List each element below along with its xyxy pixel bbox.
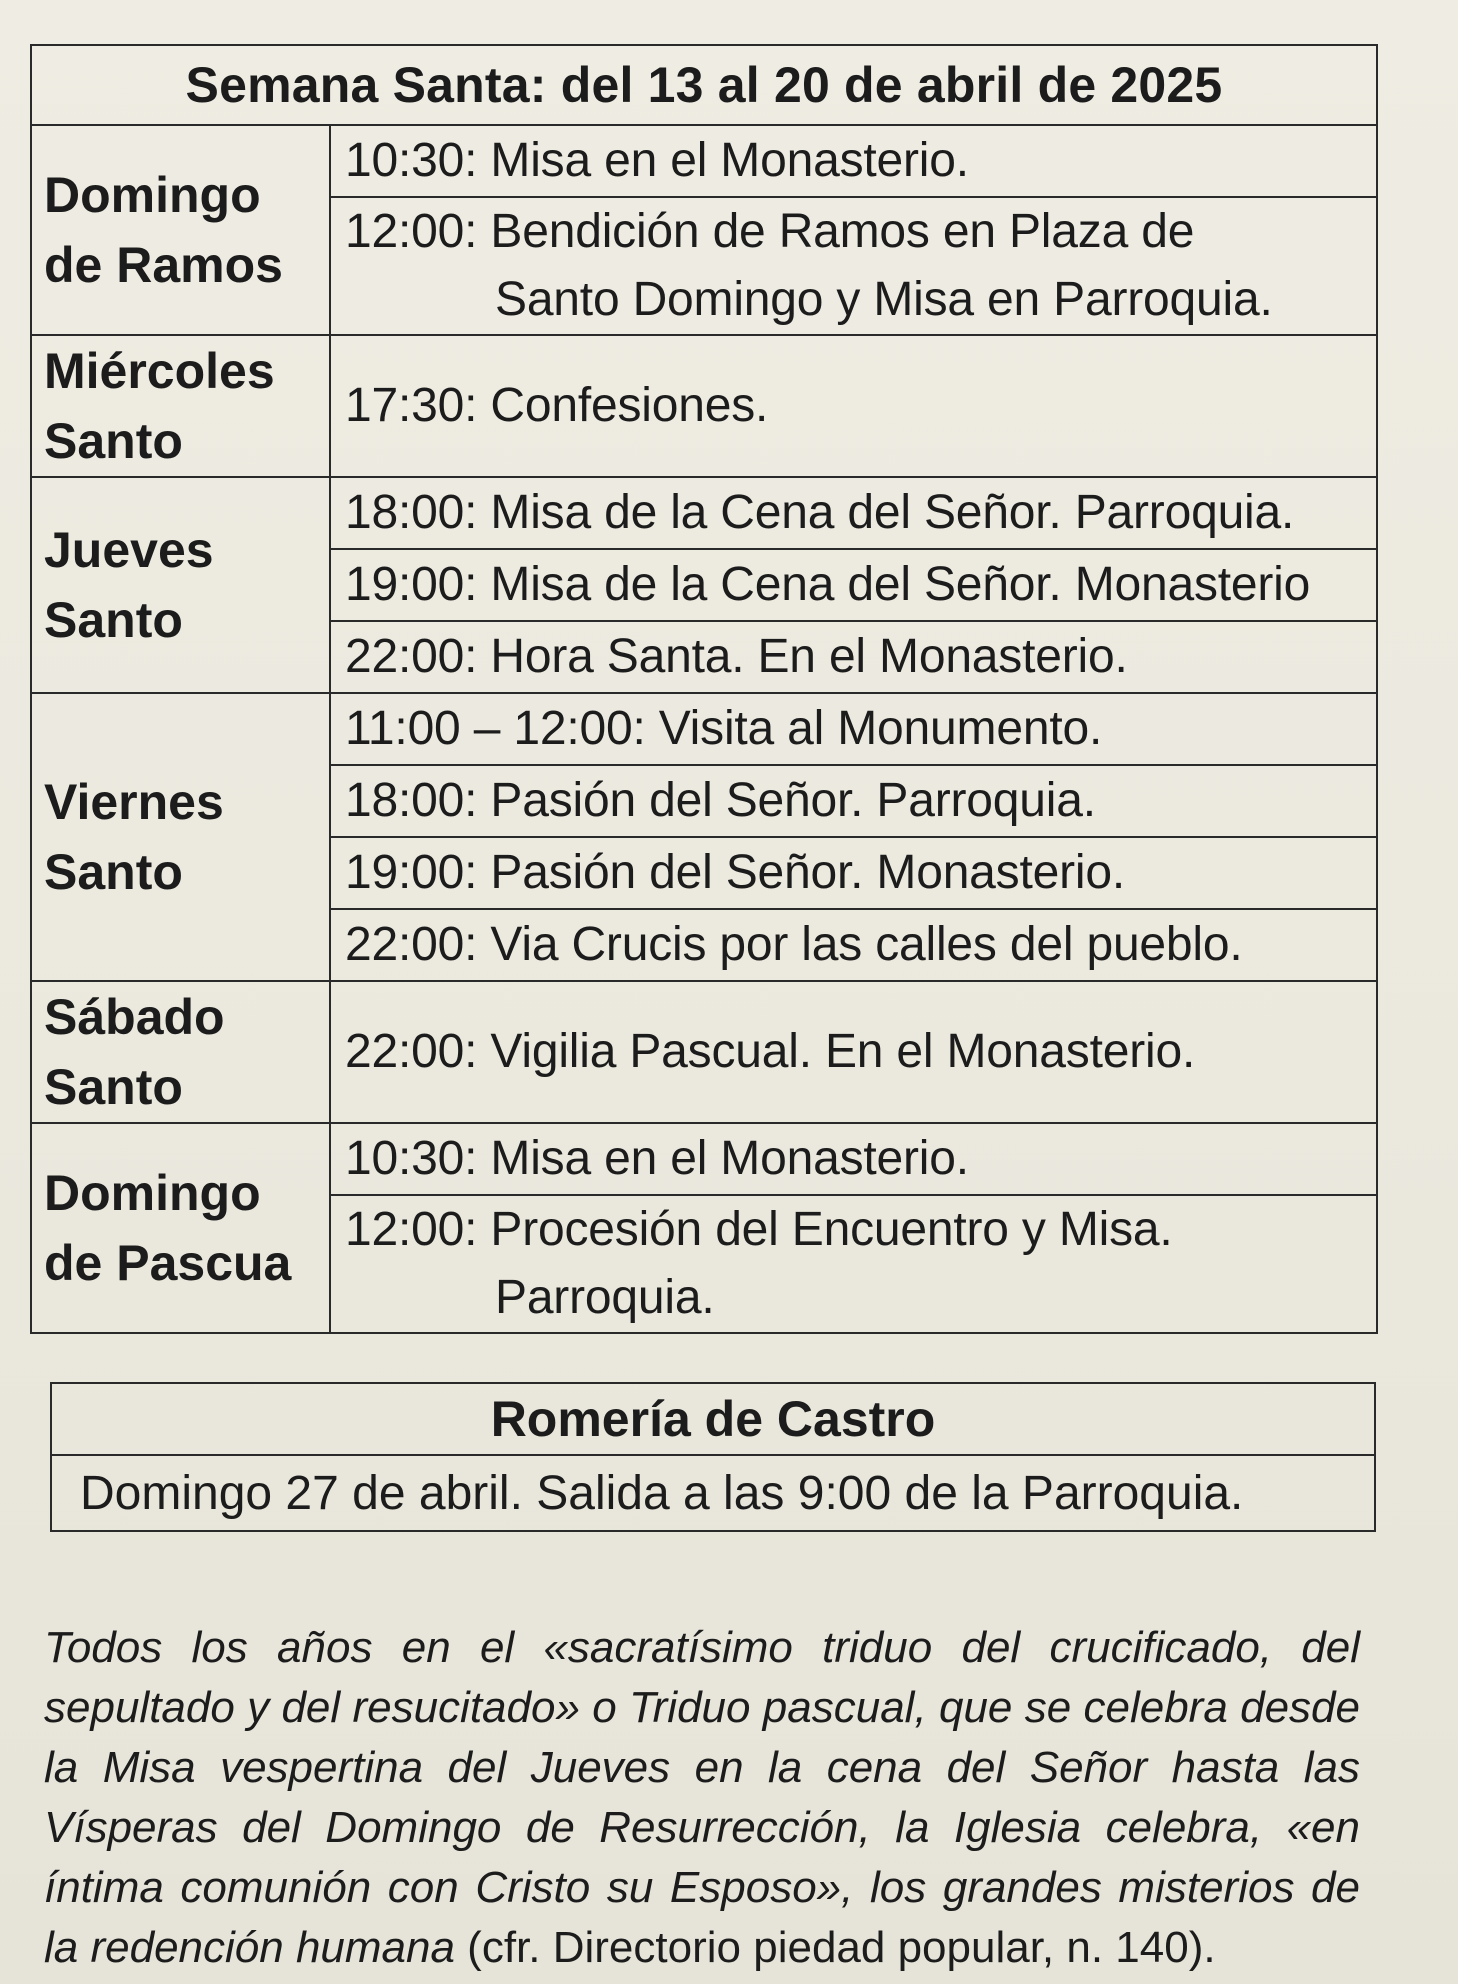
schedule-row	[31, 981, 1377, 1123]
day-name-line2: Santo	[44, 413, 183, 469]
day-name	[31, 981, 330, 1123]
schedule-body	[31, 125, 1377, 1333]
event-cell	[330, 1195, 1377, 1333]
note-italic-text: Todos los años en el «sacratísimo triduo del crucificado, del sepultado y del resucitado» o Triduo pascual, que se celebra desde la Misa vespertina del Jueves en la cena del Señor hasta las Vísperas del Domingo de Resurrección, la Iglesia celebra, «en íntima comunión con Cristo su Esposo», los grandes misterios de la redención humana	[44, 1623, 1360, 1972]
day-name-line1: Miércoles	[44, 343, 275, 399]
event-text: Bendición de Ramos en Plaza de	[490, 205, 1195, 258]
schedule-row	[31, 693, 1377, 765]
event-time: 18:00	[345, 774, 465, 827]
time-separator: :	[464, 558, 491, 611]
event-text: Pasión del Señor. Parroquia.	[490, 774, 1096, 827]
event-text: Pasión del Señor. Monasterio.	[490, 846, 1125, 899]
day-name-line1: Domingo	[44, 167, 261, 223]
event-text: Misa de la Cena del Señor. Parroquia.	[490, 486, 1295, 539]
event-text-continued: Santo Domingo y Misa en Parroquia.	[495, 273, 1273, 326]
time-separator: :	[464, 134, 491, 187]
event-cell	[330, 549, 1377, 621]
event-cell	[330, 335, 1377, 477]
time-separator: :	[464, 846, 491, 899]
day-name-line2: de Pascua	[44, 1235, 292, 1291]
event-time: 19:00	[345, 558, 465, 611]
triduum-note	[44, 1618, 1360, 1978]
day-name-line2: Santo	[44, 592, 183, 648]
time-separator: :	[464, 486, 491, 539]
event-cell	[330, 693, 1377, 765]
event-time: 12:00	[345, 205, 465, 258]
time-separator: :	[464, 1025, 491, 1078]
event-cell	[330, 477, 1377, 549]
event-time: 19:00	[345, 846, 465, 899]
romeria-title: Romería de Castro	[51, 1383, 1375, 1455]
event-time: 22:00	[345, 918, 465, 971]
event-time: 17:30	[345, 379, 465, 432]
event-cell	[330, 125, 1377, 197]
event-time: 10:30	[345, 134, 465, 187]
event-text: Visita al Monumento.	[658, 702, 1103, 755]
time-separator: :	[464, 918, 491, 971]
event-text: Misa en el Monasterio.	[490, 1132, 969, 1185]
event-time: 12:00	[345, 1203, 465, 1256]
time-separator: :	[632, 702, 659, 755]
event-time: 18:00	[345, 486, 465, 539]
time-separator: :	[464, 1132, 491, 1185]
day-name	[31, 693, 330, 981]
day-name-line2: Santo	[44, 1059, 183, 1115]
event-cell	[330, 765, 1377, 837]
event-cell	[330, 197, 1377, 335]
schedule-row	[31, 1123, 1377, 1195]
day-name-line1: Sábado	[44, 989, 225, 1045]
schedule-row	[31, 125, 1377, 197]
event-cell	[330, 909, 1377, 981]
day-name-line2: de Ramos	[44, 237, 283, 293]
event-cell	[330, 837, 1377, 909]
time-separator: :	[464, 205, 491, 258]
event-time: 22:00	[345, 630, 465, 683]
romeria-table	[50, 1382, 1376, 1532]
schedule-title: Semana Santa: del 13 al 20 de abril de 2025	[31, 45, 1377, 125]
day-name	[31, 477, 330, 693]
event-text: Hora Santa. En el Monasterio.	[490, 630, 1128, 683]
day-name-line1: Domingo	[44, 1165, 261, 1221]
event-text: Misa en el Monasterio.	[490, 134, 969, 187]
schedule-row	[31, 477, 1377, 549]
day-name	[31, 125, 330, 335]
romeria-details: Domingo 27 de abril. Salida a las 9:00 de la Parroquia.	[51, 1455, 1375, 1531]
event-text-continued: Parroquia.	[495, 1271, 715, 1324]
event-text: Confesiones.	[490, 379, 769, 432]
day-name-line2: Santo	[44, 844, 183, 900]
event-time: 22:00	[345, 1025, 465, 1078]
event-cell	[330, 981, 1377, 1123]
event-text: Procesión del Encuentro y Misa.	[490, 1203, 1173, 1256]
event-text: Vigilia Pascual. En el Monasterio.	[490, 1025, 1196, 1078]
note-citation: (cfr. Directorio piedad popular, n. 140).	[454, 1923, 1216, 1972]
schedule-row	[31, 335, 1377, 477]
event-text: Misa de la Cena del Señor. Monasterio	[490, 558, 1311, 611]
event-text: Via Crucis por las calles del pueblo.	[490, 918, 1243, 971]
event-cell	[330, 621, 1377, 693]
event-time: 10:30	[345, 1132, 465, 1185]
time-separator: :	[464, 774, 491, 827]
day-name-line1: Viernes	[44, 774, 224, 830]
day-name	[31, 335, 330, 477]
day-name	[31, 1123, 330, 1333]
time-separator: :	[464, 1203, 491, 1256]
event-cell	[330, 1123, 1377, 1195]
time-separator: :	[464, 379, 491, 432]
time-separator: :	[464, 630, 491, 683]
event-time: 11:00 – 12:00	[345, 702, 633, 755]
holy-week-schedule-table	[30, 44, 1378, 1334]
day-name-line1: Jueves	[44, 522, 214, 578]
